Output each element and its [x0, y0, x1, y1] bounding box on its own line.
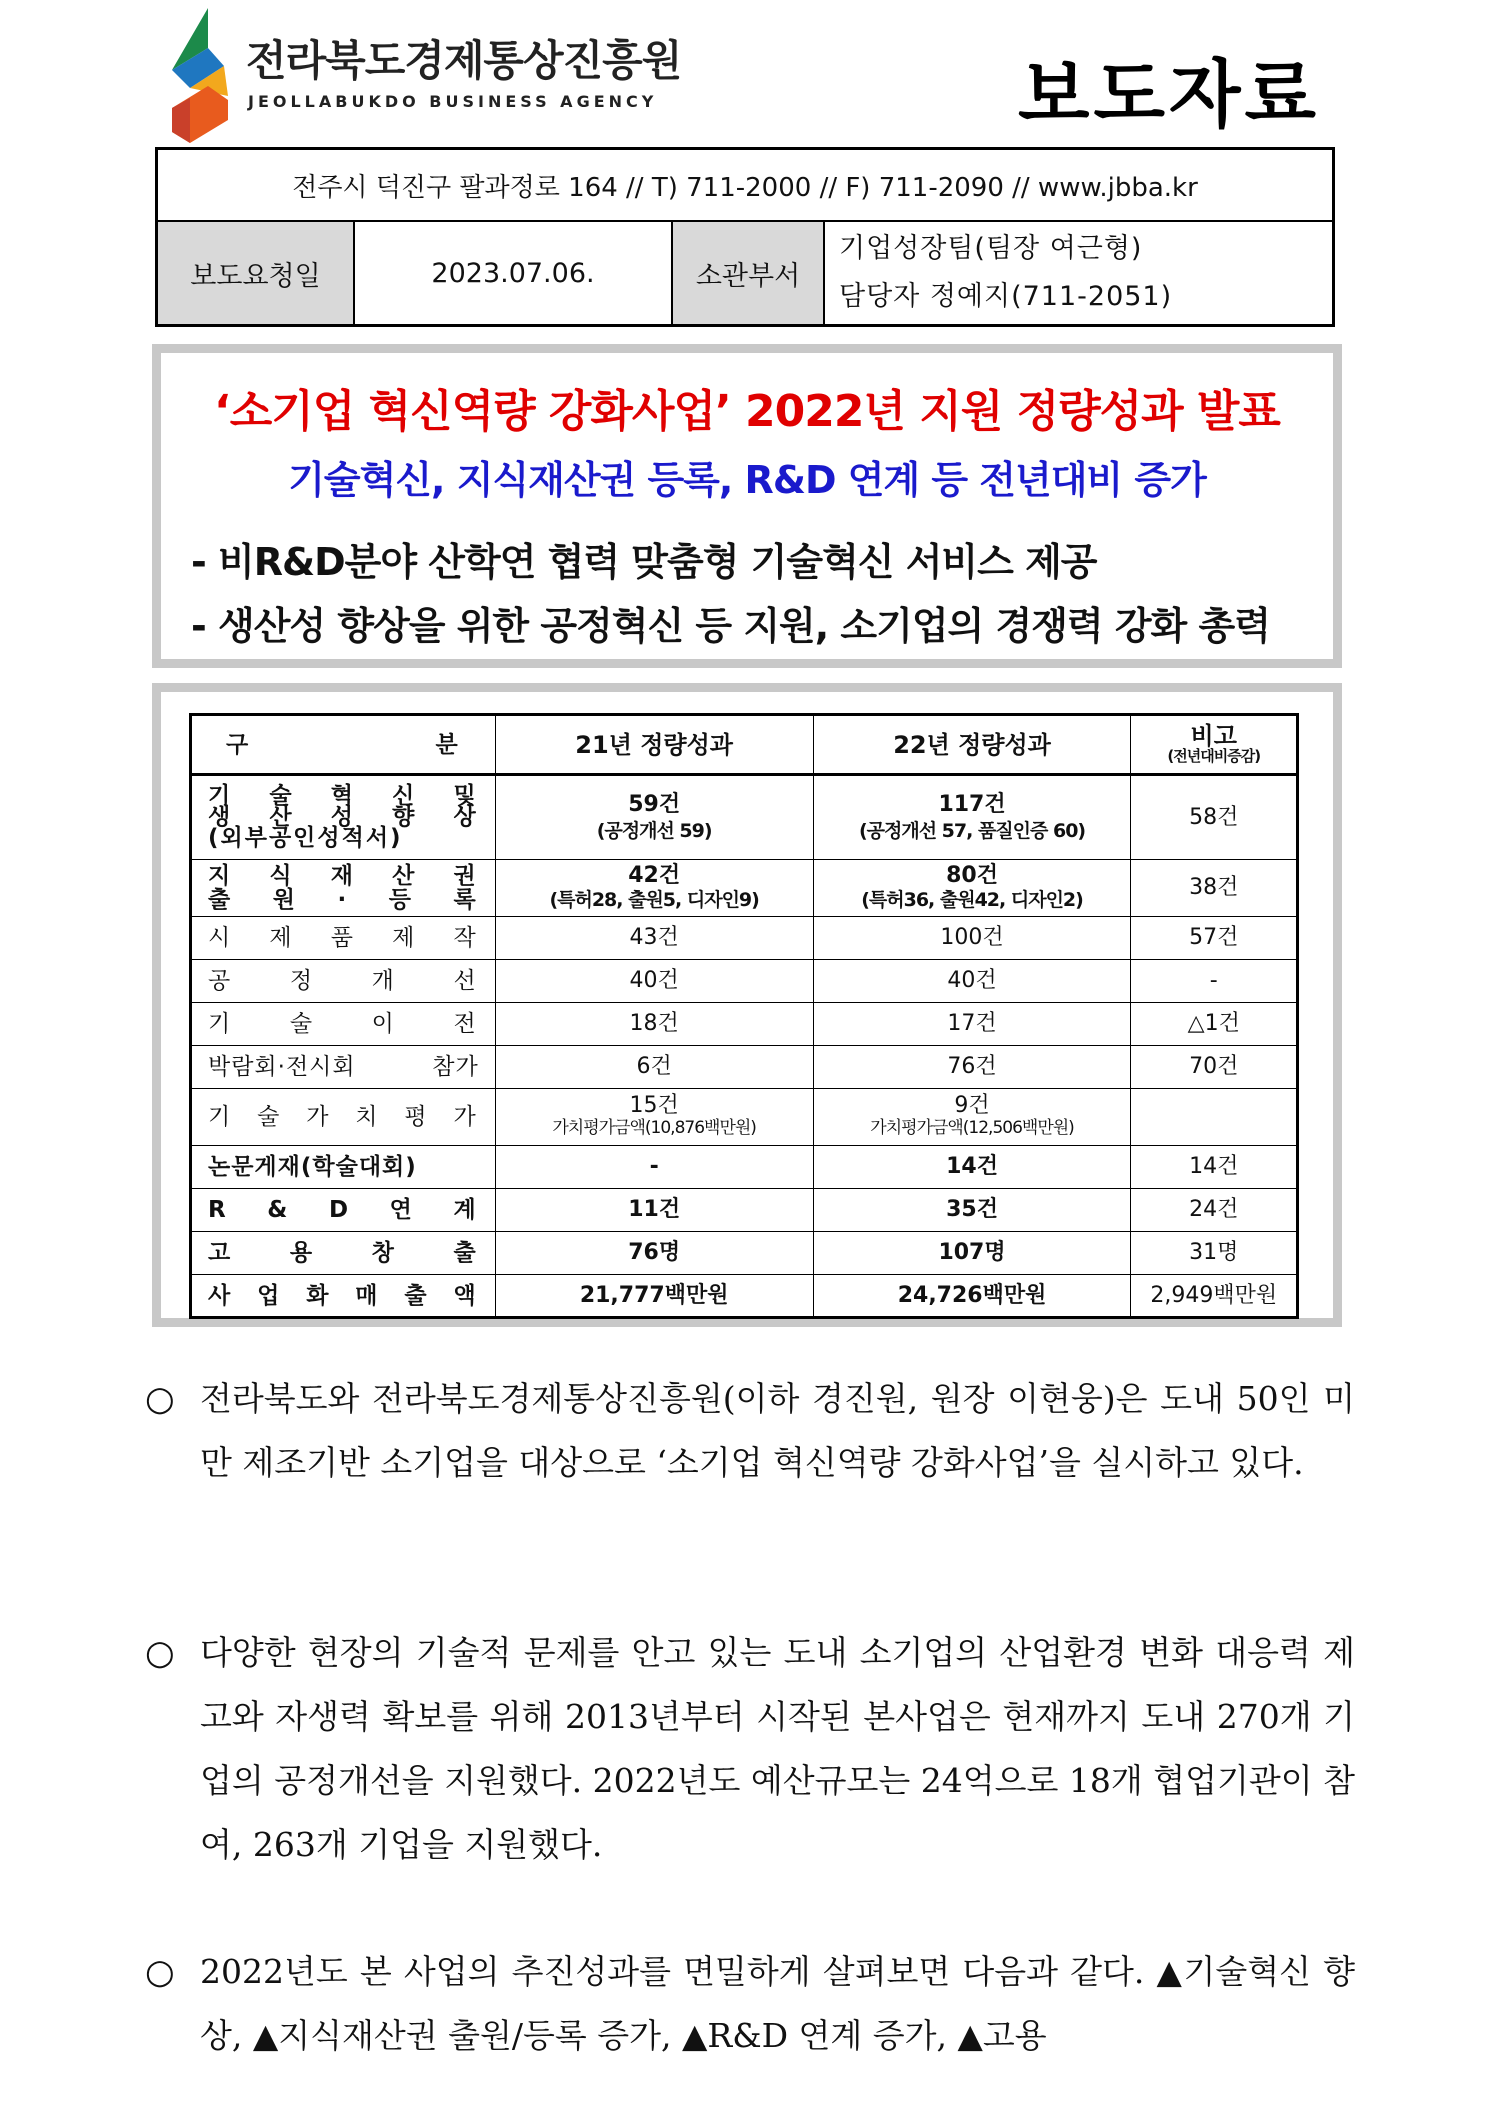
cell-2021: 21,777백만원 [495, 1275, 813, 1318]
cell-2021: 6건 [495, 1046, 813, 1089]
cell-2021: 59건 (공정개선 59) [495, 775, 813, 860]
row-category: 논문게재(학술대회) [191, 1146, 496, 1189]
table-row [191, 1146, 1298, 1189]
cell-2021: 11건 [495, 1189, 813, 1232]
headline-title: ‘소기업 혁신역량 강화사업’ 2022년 지원 정량성과 발표 [214, 386, 1280, 437]
row-category: 사 업 화 매 출 액 [191, 1275, 496, 1318]
cell-2021: 76명 [495, 1232, 813, 1275]
headline-bullet: - 비R&D분야 산학연 협력 맞춤형 기술혁신 서비스 제공 [191, 540, 1097, 584]
cell-2022: 76건 [813, 1046, 1131, 1089]
row-category: 기 술 혁 신 및 생 산 성 향 상 (외부공인성적서) [191, 775, 496, 860]
cell-2021: 40건 [495, 960, 813, 1003]
table-row [191, 917, 1298, 960]
cell-2022: 80건 (특허36, 출원42, 디자인2) [813, 860, 1131, 917]
cell-2022: 35건 [813, 1189, 1131, 1232]
table-row [191, 1232, 1298, 1275]
logo-mark-icon [168, 8, 240, 143]
table-header-row [191, 715, 1298, 775]
cell-note: 24건 [1131, 1189, 1298, 1232]
department-value [825, 222, 1332, 324]
document-type-title: 보도자료 [1018, 52, 1320, 138]
performance-table [189, 713, 1299, 1319]
cell-2021: 15건 가치평가금액(10,876백만원) [495, 1089, 813, 1146]
row-category: 박람회·전시회 참가 [191, 1046, 496, 1089]
table-row [191, 1046, 1298, 1089]
header-note: 비고 (전년대비증감) [1131, 715, 1298, 775]
headline-subtitle: 기술혁신, 지식재산권 등록, R&D 연계 등 전년대비 증가 [288, 458, 1206, 502]
body-paragraph: ○ 2022년도 본 사업의 추진성과를 면밀하게 살펴보면 다음과 같다. ▲기술혁신 향상, ▲지식재산권 출원/등록 증가, ▲R&D 연계 증가, ▲고용 [145, 1940, 1355, 2068]
row-category: R & D 연 계 [191, 1189, 496, 1232]
table-row [191, 1089, 1298, 1146]
cell-2021: 18건 [495, 1003, 813, 1046]
cell-2021: - [495, 1146, 813, 1189]
cell-note: 57건 [1131, 917, 1298, 960]
body-paragraph: ○ 다양한 현장의 기술적 문제를 안고 있는 도내 소기업의 산업환경 변화 대응력 제고와 자생력 확보를 위해 2013년부터 시작된 본사업은 현재까지 도내 270개 기업의 공정개선을 지원했다. 2022년도 예산규모는 24억으로 18개 협업기관이 참여, 263개 기업을 지원했다. [145, 1621, 1355, 1877]
cell-note: - [1131, 960, 1298, 1003]
row-category: 기 술 가 치 평 가 [191, 1089, 496, 1146]
table-row [191, 860, 1298, 917]
header-category: 구 분 [191, 715, 496, 775]
body-paragraph: ○ 전라북도와 전라북도경제통상진흥원(이하 경진원, 원장 이현웅)은 도내 50인 미만 제조기반 소기업을 대상으로 ‘소기업 혁신역량 강화사업’을 실시하고 있다. [145, 1367, 1355, 1495]
table-row [191, 1189, 1298, 1232]
circle-bullet-icon: ○ [145, 1952, 175, 1992]
department-contact: 담당자 정예지(711-2051) [839, 281, 1173, 312]
cell-2022: 117건 (공정개선 57, 품질인증 60) [813, 775, 1131, 860]
cell-2022: 107명 [813, 1232, 1131, 1275]
row-category: 지 식 재 산 권 출 원 · 등 록 [191, 860, 496, 917]
request-date-label: 보도요청일 [158, 222, 355, 324]
cell-2021: 43건 [495, 917, 813, 960]
performance-table-box [152, 683, 1342, 1327]
cell-note: △1건 [1131, 1003, 1298, 1046]
table-row [191, 1275, 1298, 1318]
cell-note: 2,949백만원 [1131, 1275, 1298, 1318]
department-label: 소관부서 [673, 222, 825, 324]
press-info-table [155, 147, 1335, 327]
header-2022: 22년 정량성과 [813, 715, 1131, 775]
cell-note: 38건 [1131, 860, 1298, 917]
cell-note: 31명 [1131, 1232, 1298, 1275]
cell-note: 14건 [1131, 1146, 1298, 1189]
org-name: 전라북도경제통상진흥원 [246, 36, 682, 85]
cell-note: 58건 [1131, 775, 1298, 860]
cell-2022: 14건 [813, 1146, 1131, 1189]
row-category: 고 용 창 출 [191, 1232, 496, 1275]
circle-bullet-icon: ○ [145, 1633, 175, 1673]
cell-2022: 9건 가치평가금액(12,506백만원) [813, 1089, 1131, 1146]
department-team: 기업성장팀(팀장 여근형) [839, 233, 1143, 264]
row-category: 공 정 개 선 [191, 960, 496, 1003]
cell-2022: 40건 [813, 960, 1131, 1003]
table-row [191, 1003, 1298, 1046]
contact-address-line: 전주시 덕진구 팔과정로 164 // T) 711-2000 // F) 711-2090 // www.jbba.kr [158, 150, 1332, 222]
org-name-english: JEOLLABUKDO BUSINESS AGENCY [248, 92, 658, 111]
header-2021: 21년 정량성과 [495, 715, 813, 775]
circle-bullet-icon: ○ [145, 1379, 175, 1419]
row-category: 기 술 이 전 [191, 1003, 496, 1046]
cell-note [1131, 1089, 1298, 1146]
agency-logo [168, 8, 682, 143]
request-date-value: 2023.07.06. [355, 222, 673, 324]
cell-2021: 42건 (특허28, 출원5, 디자인9) [495, 860, 813, 917]
cell-2022: 100건 [813, 917, 1131, 960]
cell-2022: 17건 [813, 1003, 1131, 1046]
cell-note: 70건 [1131, 1046, 1298, 1089]
headline-bullet: - 생산성 향상을 위한 공정혁신 등 지원, 소기업의 경쟁력 강화 총력 [191, 604, 1270, 648]
headline-box [152, 344, 1342, 668]
cell-2022: 24,726백만원 [813, 1275, 1131, 1318]
row-category: 시 제 품 제 작 [191, 917, 496, 960]
table-row [191, 960, 1298, 1003]
table-row [191, 775, 1298, 860]
